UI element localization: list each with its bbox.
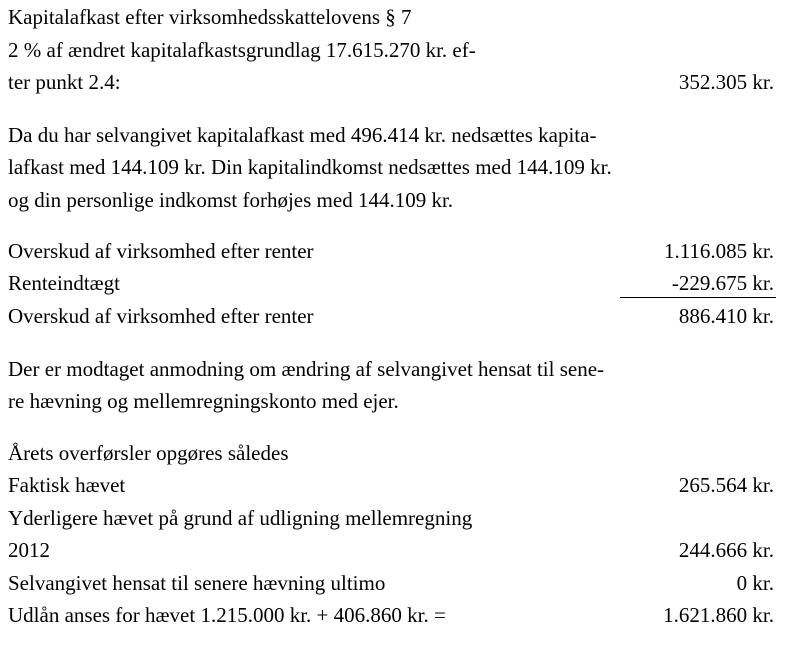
kapitalafkast-heading: Kapitalafkast efter virksomhedsskattelovens § 7 [8,5,412,29]
kapitalafkast-line-2 [8,37,778,63]
overfoersler-label-1: Faktisk hævet [8,473,126,497]
paragraph1-text-2: lafkast med 144.109 kr. Din kapitalindkomst nedsættes med 144.109 kr. [8,155,612,179]
kapitalafkast-heading-line [8,4,778,30]
overfoersler-amount-1: 265.564 kr. [678,473,774,497]
overskud-amount-3: 886.410 kr. [678,304,774,328]
paragraph2-text-1: Der er modtaget anmodning om ændring af selvangivet hensat til sene- [8,357,605,381]
paragraph1-line-2 [8,154,778,180]
overskud-label-3: Overskud af virksomhed efter renter [8,304,314,328]
paragraph1-text-3: og din personlige indkomst forhøjes med 144.109 kr. [8,188,454,212]
overskud-row-3 [8,303,778,329]
kapitalafkast-line-3 [8,69,778,95]
paragraph2-line-1 [8,356,778,382]
overfoersler-row-1 [8,472,778,498]
overskud-row-1 [8,238,778,264]
paragraph2-text-2: re hævning og mellemregningskonto med ejer. [8,389,399,413]
overfoersler-label-4: Selvangivet hensat til senere hævning ultimo [8,571,386,595]
overfoersler-label-2: Yderligere hævet på grund af udligning mellemregning [8,506,473,530]
overfoersler-heading-line [8,440,778,466]
overskud-amount-2: -229.675 kr. [671,271,774,295]
kapitalafkast-label-3: ter punkt 2.4: [8,70,121,94]
overfoersler-heading: Årets overførsler opgøres således [8,441,289,465]
overfoersler-amount-5: 1.621.860 kr. [663,603,774,627]
overskud-amount-1: 1.116.085 kr. [663,239,774,263]
overfoersler-label-3: 2012 [8,538,50,562]
overskud-label-2: Renteindtægt [8,271,120,295]
overfoersler-row-3 [8,537,778,563]
paragraph2-line-2 [8,388,778,414]
paragraph1-line-3 [8,187,778,213]
overskud-row-2 [8,270,778,296]
kapitalafkast-text-2: 2 % af ændret kapitalafkastsgrundlag 17.615.270 kr. ef- [8,38,476,62]
paragraph1-text-1: Da du har selvangivet kapitalafkast med 496.414 kr. nedsættes kapita- [8,123,597,147]
kapitalafkast-amount: 352.305 kr. [678,70,774,94]
overfoersler-row-4 [8,570,778,596]
overfoersler-label-5: Udlån anses for hævet 1.215.000 kr. + 406.860 kr. = [8,603,446,627]
overfoersler-amount-3: 244.666 kr. [678,538,774,562]
overskud-label-1: Overskud af virksomhed efter renter [8,239,314,263]
sum-underline [620,297,776,298]
overfoersler-amount-4: 0 kr. [736,571,774,595]
paragraph1-line-1 [8,122,778,148]
overfoersler-row-5 [8,602,778,628]
overfoersler-row-2 [8,505,778,531]
